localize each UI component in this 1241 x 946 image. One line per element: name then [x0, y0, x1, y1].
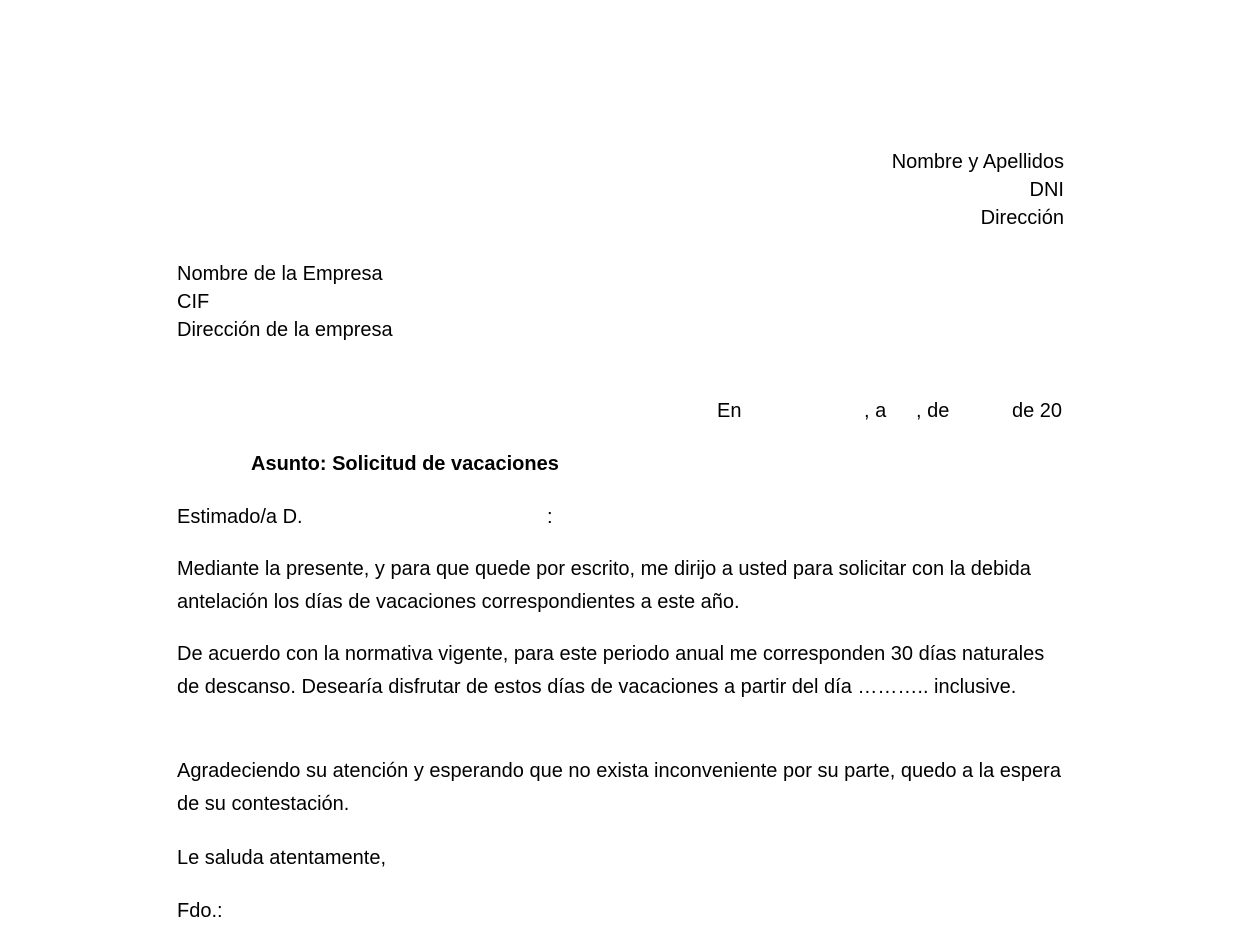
date-day-label: , a	[864, 400, 887, 422]
date-year-label: de 20	[1012, 400, 1063, 422]
greeting-colon: :	[547, 506, 553, 528]
date-line	[0, 397, 1241, 425]
signature-line: Fdo.:	[177, 900, 223, 922]
closing-line: Le saluda atentamente,	[177, 847, 387, 869]
sender-dni: DNI	[1029, 179, 1064, 201]
recipient-cif: CIF	[177, 291, 210, 313]
greeting-salutation: Estimado/a D.	[177, 506, 303, 528]
body-paragraph-3: Agradeciendo su atención y esperando que no exista inconveniente por su parte, quedo a la espera de su contestación.	[177, 760, 1061, 815]
recipient-block	[177, 260, 393, 344]
body-paragraph-2: De acuerdo con la normativa vigente, para este periodo anual me corresponden 30 días naturales de descanso. Desearía disfrutar de estos días de vacaciones a partir del día ……….. inclusive.	[177, 643, 1045, 698]
sender-block	[892, 148, 1064, 232]
greeting-line	[0, 503, 1241, 531]
sender-address: Dirección	[980, 207, 1064, 229]
sender-name: Nombre y Apellidos	[891, 151, 1064, 173]
date-month-label: , de	[916, 400, 950, 422]
body-paragraph-1: Mediante la presente, y para que quede por escrito, me dirijo a usted para solicitar con la debida antelación los días de vacaciones correspondientes a este año.	[177, 558, 1031, 613]
subject-line: Asunto: Solicitud de vacaciones	[251, 453, 559, 475]
date-place-label: En	[717, 400, 742, 422]
recipient-address: Dirección de la empresa	[177, 319, 393, 341]
recipient-company: Nombre de la Empresa	[177, 263, 383, 285]
